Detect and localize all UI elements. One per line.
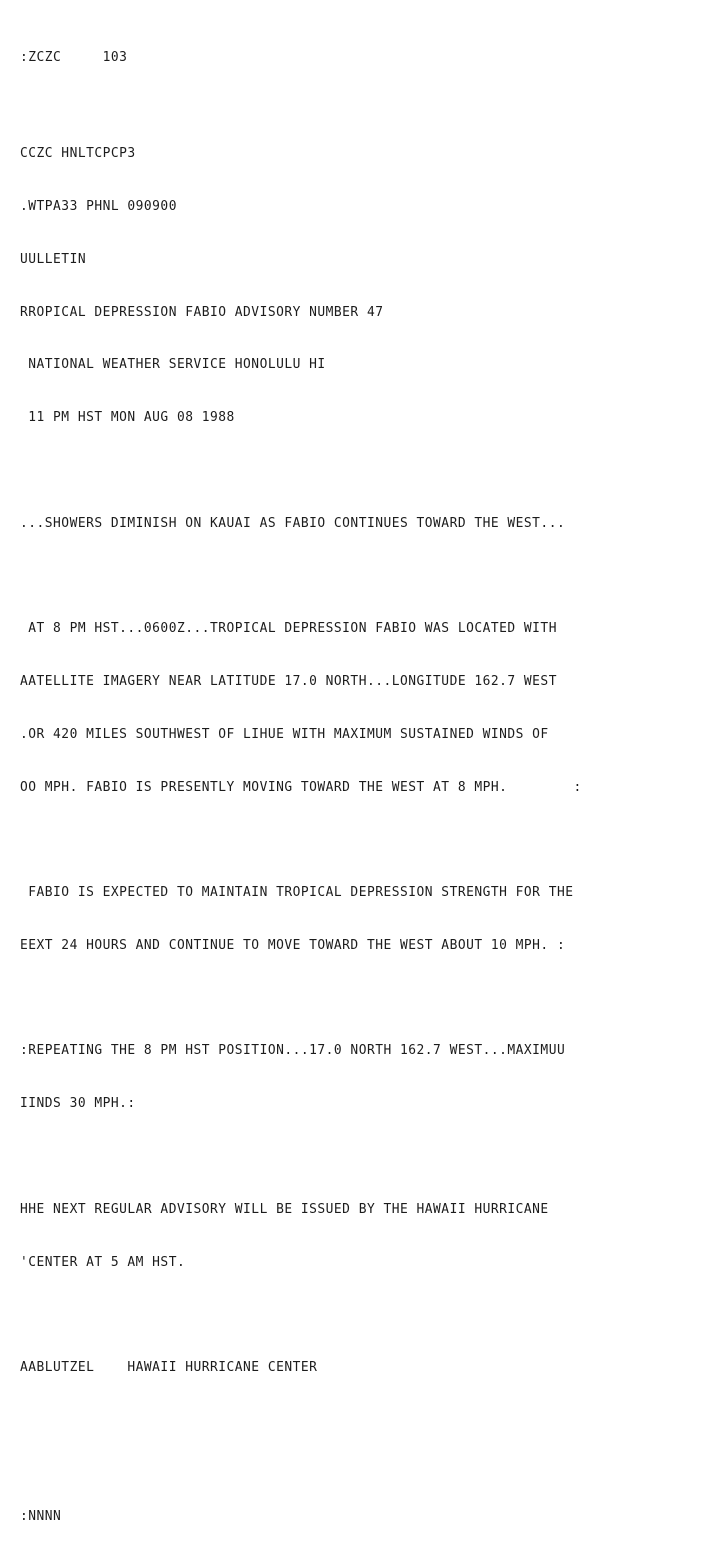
spacer <box>20 1148 582 1166</box>
spacer <box>20 567 582 585</box>
end-marker: :NNNN <box>20 1508 62 1524</box>
next-advisory-line: HHE NEXT REGULAR ADVISORY WILL BE ISSUED BY THE HAWAII HURRICANE <box>20 1201 549 1217</box>
next-advisory-line: 'CENTER AT 5 AM HST. <box>20 1254 186 1270</box>
spacer <box>20 1412 582 1430</box>
repeat-line: :REPEATING THE 8 PM HST POSITION...17.0 NORTH 162.7 WEST...MAXIMUU <box>20 1043 566 1059</box>
spacer <box>20 1306 582 1324</box>
spacer <box>20 102 582 110</box>
routing-line: CCZC HNLTCPCP3 <box>20 146 136 162</box>
spacer <box>20 462 582 480</box>
headline: ...SHOWERS DIMINISH ON KAUAI AS FABIO CONTINUES TOWARD THE WEST... <box>20 515 566 531</box>
spacer <box>20 831 582 849</box>
spacer <box>20 1465 582 1473</box>
issue-time: 11 PM HST MON AUG 08 1988 <box>20 410 235 426</box>
position-line: .OR 420 MILES SOUTHWEST OF LIHUE WITH MAXIMUM SUSTAINED WINDS OF <box>20 726 549 742</box>
advisory-title: RROPICAL DEPRESSION FABIO ADVISORY NUMBER 47 <box>20 304 384 320</box>
position-line: AATELLITE IMAGERY NEAR LATITUDE 17.0 NORTH...LONGITUDE 162.7 WEST <box>20 673 557 689</box>
wmo-header-line: .WTPA33 PHNL 090900 <box>20 198 177 214</box>
advisory-text <box>20 14 582 1552</box>
issuing-office: NATIONAL WEATHER SERVICE HONOLULU HI <box>20 357 326 373</box>
forecast-line: FABIO IS EXPECTED TO MAINTAIN TROPICAL DEPRESSION STRENGTH FOR THE <box>20 885 574 901</box>
forecast-line: EEXT 24 HOURS AND CONTINUE TO MOVE TOWARD THE WEST ABOUT 10 MPH. : <box>20 937 566 953</box>
position-line: AT 8 PM HST...0600Z...TROPICAL DEPRESSION FABIO WAS LOCATED WITH <box>20 621 557 637</box>
position-line: OO MPH. FABIO IS PRESENTLY MOVING TOWARD THE WEST AT 8 MPH. : <box>20 779 582 795</box>
bulletin-line: UULLETIN <box>20 251 87 267</box>
spacer <box>20 990 582 1008</box>
repeat-line: IINDS 30 MPH.: <box>20 1096 136 1112</box>
zczc-line: :ZCZC 103 <box>20 50 128 66</box>
signature: AABLUTZEL HAWAII HURRICANE CENTER <box>20 1360 318 1376</box>
